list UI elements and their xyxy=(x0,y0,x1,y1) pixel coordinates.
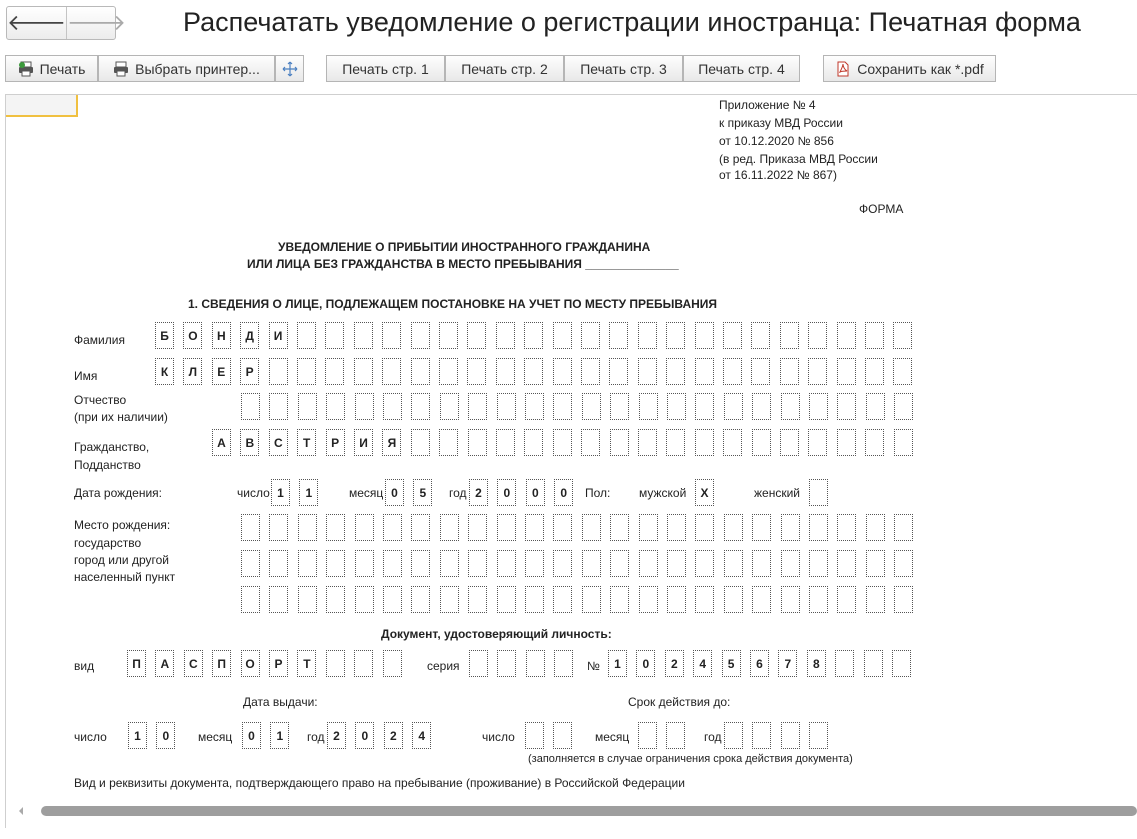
valid-month-label: месяц xyxy=(595,730,630,744)
valid-day-cell xyxy=(525,722,544,749)
name-label: Имя xyxy=(74,369,98,383)
surname-cell xyxy=(638,322,657,349)
doc-number-cell: 6 xyxy=(750,650,769,677)
print-page-1-button[interactable] xyxy=(326,55,445,82)
move-crosshair-icon xyxy=(282,61,298,77)
pob-city-cell xyxy=(411,550,430,577)
citizenship-cell: И xyxy=(354,429,373,456)
surname-cell xyxy=(354,322,373,349)
print-page-3-label: Печать стр. 3 xyxy=(580,60,667,77)
valid-year-cell xyxy=(781,722,800,749)
pob-settlement-cell xyxy=(866,586,885,613)
doc-kind-cell: Т xyxy=(297,650,316,677)
pob-city-cell xyxy=(383,550,402,577)
patronymic-cell xyxy=(411,393,430,420)
issue-year-cell: 0 xyxy=(355,722,374,749)
surname-label: Фамилия xyxy=(74,333,125,347)
citizenship-cell xyxy=(638,429,657,456)
dob-month-label: месяц xyxy=(349,486,384,500)
surname-cell xyxy=(723,322,742,349)
dob-month-cell: 0 xyxy=(385,479,404,506)
valid-year-cell xyxy=(752,722,771,749)
name-cell xyxy=(553,358,572,385)
surname-cell xyxy=(666,322,685,349)
name-cell xyxy=(751,358,770,385)
doc-kind-cell: П xyxy=(212,650,231,677)
patronymic-cell xyxy=(269,393,288,420)
patronymic-cell xyxy=(695,393,714,420)
appendix-line-2: к приказу МВД России xyxy=(719,116,843,130)
move-button[interactable] xyxy=(275,55,304,82)
citizenship-cell xyxy=(468,429,487,456)
pob-settlement-cell xyxy=(667,586,686,613)
surname-cell xyxy=(325,322,344,349)
name-cell: К xyxy=(155,358,174,385)
doc-series-cell xyxy=(554,650,573,677)
name-cell: Л xyxy=(183,358,202,385)
patronymic-cell xyxy=(781,393,800,420)
citizenship-cell: В xyxy=(240,429,259,456)
pob-city-cell xyxy=(440,550,459,577)
sex-label: Пол: xyxy=(585,486,611,500)
name-cell xyxy=(865,358,884,385)
pob-settlement-cell xyxy=(326,586,345,613)
pob-settlement-cell xyxy=(269,586,288,613)
name-cell xyxy=(695,358,714,385)
dob-day-label: число xyxy=(237,486,270,500)
patronymic-cell xyxy=(553,393,572,420)
pob-state-cell xyxy=(468,514,487,541)
surname-cell xyxy=(439,322,458,349)
surname-cell: Н xyxy=(212,322,231,349)
heading-line-1: УВЕДОМЛЕНИЕ О ПРИБЫТИИ ИНОСТРАННОГО ГРАЖДАНИНА xyxy=(278,240,651,254)
pob-city-cell xyxy=(667,550,686,577)
doc-number-cell xyxy=(892,650,911,677)
pob-state-cell xyxy=(724,514,743,541)
doc-kind-cell xyxy=(326,650,345,677)
pob-state-cell xyxy=(383,514,402,541)
pob-city-cell xyxy=(724,550,743,577)
dob-label: Дата рождения: xyxy=(74,486,162,500)
surname-cell xyxy=(865,322,884,349)
pob-settlement-cell xyxy=(525,586,544,613)
doc-kind-cell: С xyxy=(184,650,203,677)
citizenship-cell xyxy=(581,429,600,456)
pob-state-cell xyxy=(667,514,686,541)
pob-settlement-cell xyxy=(298,586,317,613)
surname-cell xyxy=(609,322,628,349)
citizenship-label: Гражданство, xyxy=(74,440,150,454)
pob-state-cell xyxy=(241,514,260,541)
pob-state-cell xyxy=(326,514,345,541)
print-page-4-button[interactable] xyxy=(683,55,800,82)
citizenship-cell xyxy=(610,429,629,456)
patronymic-cell xyxy=(752,393,771,420)
name-cell: Р xyxy=(240,358,259,385)
heading-line-2: ИЛИ ЛИЦА БЕЗ ГРАЖДАНСТВА В МЕСТО ПРЕБЫВАНИЯ ______________ xyxy=(247,257,679,271)
doc-number-cell: 7 xyxy=(778,650,797,677)
pob-city-cell xyxy=(525,550,544,577)
pob-settlement-cell xyxy=(837,586,856,613)
pob-settlement-cell xyxy=(582,586,601,613)
pob-settlement-cell xyxy=(355,586,374,613)
citizenship-cell xyxy=(411,429,430,456)
pob-city-cell xyxy=(752,550,771,577)
pob-state-cell xyxy=(695,514,714,541)
pob-settlement-cell xyxy=(553,586,572,613)
name-cell xyxy=(325,358,344,385)
surname-cell: Б xyxy=(155,322,174,349)
pob-city-cell xyxy=(866,550,885,577)
dob-day-cell: 1 xyxy=(271,479,290,506)
appendix-line-4: (в ред. Приказа МВД России xyxy=(719,152,878,166)
valid-year-label: год xyxy=(704,730,722,744)
citizenship-cell xyxy=(439,429,458,456)
patronymic-cell xyxy=(667,393,686,420)
citizenship-cell xyxy=(695,429,714,456)
valid-month-cell xyxy=(666,722,685,749)
citizenship-cell: Я xyxy=(382,429,401,456)
pob-settlement-cell xyxy=(639,586,658,613)
pob-city-cell xyxy=(582,550,601,577)
pob-settlement-cell xyxy=(724,586,743,613)
pob-settlement-cell xyxy=(809,586,828,613)
window-title: Распечатать уведомление о регистрации иностранца: Печатная форма xyxy=(183,7,1081,37)
name-cell xyxy=(382,358,401,385)
citizenship-cell xyxy=(780,429,799,456)
pob-city-cell xyxy=(610,550,629,577)
name-cell xyxy=(837,358,856,385)
pob-settlement-cell xyxy=(440,586,459,613)
citizenship-cell xyxy=(496,429,515,456)
dob-year-label: год xyxy=(449,486,467,500)
pob-state-cell xyxy=(781,514,800,541)
pob-settlement-label: населенный пункт xyxy=(74,570,176,584)
pob-city-cell xyxy=(553,550,572,577)
pob-city-cell xyxy=(809,550,828,577)
dob-month-cell: 5 xyxy=(413,479,432,506)
name-cell xyxy=(354,358,373,385)
surname-cell: Д xyxy=(240,322,259,349)
section-1-title: 1. СВЕДЕНИЯ О ЛИЦЕ, ПОДЛЕЖАЩЕМ ПОСТАНОВКЕ НА УЧЕТ ПО МЕСТУ ПРЕБЫВАНИЯ xyxy=(188,297,718,311)
toolbar xyxy=(0,55,1137,83)
name-cell xyxy=(638,358,657,385)
pob-state-cell xyxy=(269,514,288,541)
doc-number-cell: 1 xyxy=(608,650,627,677)
surname-cell xyxy=(751,322,770,349)
doc-series-label: серия xyxy=(427,659,460,673)
patronymic-cell xyxy=(894,393,913,420)
pob-state-label: государство xyxy=(74,536,142,550)
surname-cell xyxy=(496,322,515,349)
citizenship-cell xyxy=(752,429,771,456)
issue-day-label: число xyxy=(74,730,107,744)
patronymic-cell xyxy=(866,393,885,420)
pob-settlement-cell xyxy=(781,586,800,613)
citizenship-cell xyxy=(524,429,543,456)
issue-month-cell: 0 xyxy=(242,722,261,749)
print-page-1-label: Печать стр. 1 xyxy=(342,60,429,77)
pob-settlement-cell xyxy=(241,586,260,613)
scroll-left-icon[interactable] xyxy=(17,806,25,816)
doc-series-cell xyxy=(526,650,545,677)
doc-kind-cell: А xyxy=(155,650,174,677)
horizontal-scrollbar[interactable] xyxy=(5,804,1137,818)
citizenship-cell xyxy=(666,429,685,456)
name-cell xyxy=(609,358,628,385)
appendix-line-3: от 10.12.2020 № 856 xyxy=(719,134,834,148)
valid-year-cell xyxy=(809,722,828,749)
printer-icon xyxy=(113,61,129,77)
citizenship-cell xyxy=(553,429,572,456)
pob-city-cell xyxy=(326,550,345,577)
doc-number-cell: 2 xyxy=(665,650,684,677)
doc-number-cell: 4 xyxy=(693,650,712,677)
surname-cell xyxy=(837,322,856,349)
surname-cell xyxy=(467,322,486,349)
print-button[interactable] xyxy=(5,55,98,82)
print-preview-sheet[interactable] xyxy=(5,94,1137,828)
pob-state-cell xyxy=(440,514,459,541)
dob-year-cell: 2 xyxy=(469,479,488,506)
print-button-label: Печать xyxy=(39,60,86,77)
patronymic-cell xyxy=(497,393,516,420)
doc-kind-cell xyxy=(354,650,373,677)
valid-day-cell xyxy=(553,722,572,749)
pob-settlement-cell xyxy=(468,586,487,613)
issue-year-cell: 4 xyxy=(412,722,431,749)
pdf-file-icon xyxy=(835,61,851,77)
female-label: женский xyxy=(754,486,800,500)
id-document-heading: Документ, удостоверяющий личность: xyxy=(381,627,612,641)
surname-cell: О xyxy=(183,322,202,349)
patronymic-cell xyxy=(468,393,487,420)
patronymic-cell xyxy=(809,393,828,420)
pob-state-cell xyxy=(411,514,430,541)
pob-city-cell xyxy=(639,550,658,577)
female-mark-cell xyxy=(809,479,828,506)
pob-city-cell xyxy=(298,550,317,577)
pob-state-cell xyxy=(639,514,658,541)
doc-number-cell xyxy=(835,650,854,677)
doc-kind-label: вид xyxy=(74,659,95,673)
pob-state-cell xyxy=(525,514,544,541)
pob-state-cell xyxy=(809,514,828,541)
pob-settlement-cell xyxy=(610,586,629,613)
patronymic-cell xyxy=(837,393,856,420)
pob-state-cell xyxy=(497,514,516,541)
name-cell xyxy=(524,358,543,385)
surname-cell xyxy=(893,322,912,349)
print-page-3-button[interactable] xyxy=(564,55,683,82)
pob-settlement-cell xyxy=(752,586,771,613)
surname-cell xyxy=(553,322,572,349)
citizenship-cell xyxy=(723,429,742,456)
doc-kind-cell: О xyxy=(241,650,260,677)
dob-year-cell: 0 xyxy=(497,479,516,506)
name-cell xyxy=(581,358,600,385)
valid-day-label: число xyxy=(482,730,515,744)
patronymic-cell xyxy=(241,393,260,420)
doc-number-cell xyxy=(864,650,883,677)
residence-doc-label: Вид и реквизиты документа, подтверждающего право на пребывание (проживание) в Российской Федерации xyxy=(74,776,685,790)
name-cell xyxy=(808,358,827,385)
valid-note: (заполняется в случае ограничения срока действия документа) xyxy=(528,753,853,765)
male-mark-cell: Х xyxy=(695,479,714,506)
citizenship-cell: Р xyxy=(326,429,345,456)
citizenship-cell xyxy=(808,429,827,456)
doc-series-cell xyxy=(497,650,516,677)
pob-state-cell xyxy=(298,514,317,541)
pob-settlement-cell xyxy=(383,586,402,613)
citizenship-cell xyxy=(837,429,856,456)
pob-state-cell xyxy=(355,514,374,541)
citizenship-cell xyxy=(894,429,913,456)
pob-city-cell xyxy=(269,550,288,577)
issue-year-cell: 2 xyxy=(327,722,346,749)
name-cell xyxy=(411,358,430,385)
doc-series-cell xyxy=(469,650,488,677)
surname-cell xyxy=(780,322,799,349)
doc-number-label: № xyxy=(587,659,600,673)
patronymic-cell xyxy=(525,393,544,420)
patronymic-label: Отчество xyxy=(74,393,127,407)
forward-arrow-icon[interactable]: 🡒 xyxy=(66,7,126,39)
navigation-buttons xyxy=(6,6,126,40)
issue-year-cell: 2 xyxy=(384,722,403,749)
patronymic-cell xyxy=(326,393,345,420)
patronymic-cell xyxy=(724,393,743,420)
pob-state-cell xyxy=(866,514,885,541)
name-cell xyxy=(496,358,515,385)
save-pdf-button[interactable] xyxy=(823,55,996,82)
citizenship-cell: Т xyxy=(297,429,316,456)
surname-cell xyxy=(524,322,543,349)
name-cell xyxy=(893,358,912,385)
pob-label: Место рождения: xyxy=(74,518,171,532)
name-cell xyxy=(467,358,486,385)
print-page-4-label: Печать стр. 4 xyxy=(698,60,785,77)
citizenship-cell xyxy=(865,429,884,456)
pob-city-cell xyxy=(695,550,714,577)
appendix-line-1: Приложение № 4 xyxy=(719,98,816,112)
male-label: мужской xyxy=(639,486,687,500)
surname-cell xyxy=(411,322,430,349)
print-with-settings-icon xyxy=(18,61,34,77)
patronymic-cell xyxy=(610,393,629,420)
citizenship-cell: С xyxy=(269,429,288,456)
doc-kind-cell: Р xyxy=(269,650,288,677)
patronymic-note: (при их наличии) xyxy=(74,410,168,424)
scroll-thumb[interactable] xyxy=(41,806,1137,816)
back-arrow-icon[interactable]: 🡐 xyxy=(7,10,66,35)
pob-city-label: город или другой xyxy=(74,553,169,567)
pob-settlement-cell xyxy=(894,586,913,613)
patronymic-cell xyxy=(355,393,374,420)
save-pdf-label: Сохранить как *.pdf xyxy=(857,60,984,77)
pob-city-cell xyxy=(497,550,516,577)
pob-city-cell xyxy=(781,550,800,577)
pob-city-cell xyxy=(468,550,487,577)
choose-printer-label: Выбрать принтер... xyxy=(135,60,260,77)
surname-cell xyxy=(808,322,827,349)
appendix-line-5: от 16.11.2022 № 867) xyxy=(719,168,837,182)
valid-year-cell xyxy=(724,722,743,749)
surname-cell: И xyxy=(269,322,288,349)
print-page-2-label: Печать стр. 2 xyxy=(461,60,548,77)
surname-cell xyxy=(382,322,401,349)
surname-cell xyxy=(297,322,316,349)
dob-day-cell: 1 xyxy=(299,479,318,506)
issue-day-cell: 0 xyxy=(156,722,175,749)
valid-until-label: Срок действия до: xyxy=(628,695,731,709)
forma-label: ФОРМА xyxy=(859,202,904,216)
doc-number-cell: 5 xyxy=(722,650,741,677)
patronymic-cell xyxy=(383,393,402,420)
issue-month-cell: 1 xyxy=(270,722,289,749)
name-cell: Е xyxy=(212,358,231,385)
pob-city-cell xyxy=(241,550,260,577)
issue-month-label: месяц xyxy=(198,730,233,744)
doc-number-cell: 8 xyxy=(807,650,826,677)
patronymic-cell xyxy=(298,393,317,420)
pob-state-cell xyxy=(752,514,771,541)
title-bar xyxy=(0,0,1137,52)
issue-date-label: Дата выдачи: xyxy=(243,695,318,709)
patronymic-cell xyxy=(639,393,658,420)
valid-month-cell xyxy=(638,722,657,749)
citizenship-label-2: Подданство xyxy=(74,458,141,472)
issue-day-cell: 1 xyxy=(128,722,147,749)
name-cell xyxy=(297,358,316,385)
name-cell xyxy=(780,358,799,385)
pob-city-cell xyxy=(837,550,856,577)
issue-year-label: год xyxy=(307,730,325,744)
patronymic-cell xyxy=(440,393,459,420)
pob-settlement-cell xyxy=(497,586,516,613)
doc-kind-cell: П xyxy=(127,650,146,677)
choose-printer-button[interactable] xyxy=(98,55,275,82)
pob-city-cell xyxy=(355,550,374,577)
name-cell xyxy=(666,358,685,385)
name-cell xyxy=(269,358,288,385)
pob-settlement-cell xyxy=(411,586,430,613)
pob-state-cell xyxy=(837,514,856,541)
pob-city-cell xyxy=(894,550,913,577)
name-cell xyxy=(723,358,742,385)
dob-year-cell: 0 xyxy=(554,479,573,506)
citizenship-cell: А xyxy=(212,429,231,456)
pob-state-cell xyxy=(894,514,913,541)
active-cell-marker xyxy=(6,95,78,117)
dob-year-cell: 0 xyxy=(526,479,545,506)
pob-settlement-cell xyxy=(695,586,714,613)
surname-cell xyxy=(695,322,714,349)
print-page-2-button[interactable] xyxy=(445,55,564,82)
pob-state-cell xyxy=(553,514,572,541)
pob-state-cell xyxy=(610,514,629,541)
patronymic-cell xyxy=(582,393,601,420)
name-cell xyxy=(439,358,458,385)
doc-kind-cell xyxy=(383,650,402,677)
doc-number-cell: 0 xyxy=(636,650,655,677)
pob-state-cell xyxy=(582,514,601,541)
surname-cell xyxy=(581,322,600,349)
